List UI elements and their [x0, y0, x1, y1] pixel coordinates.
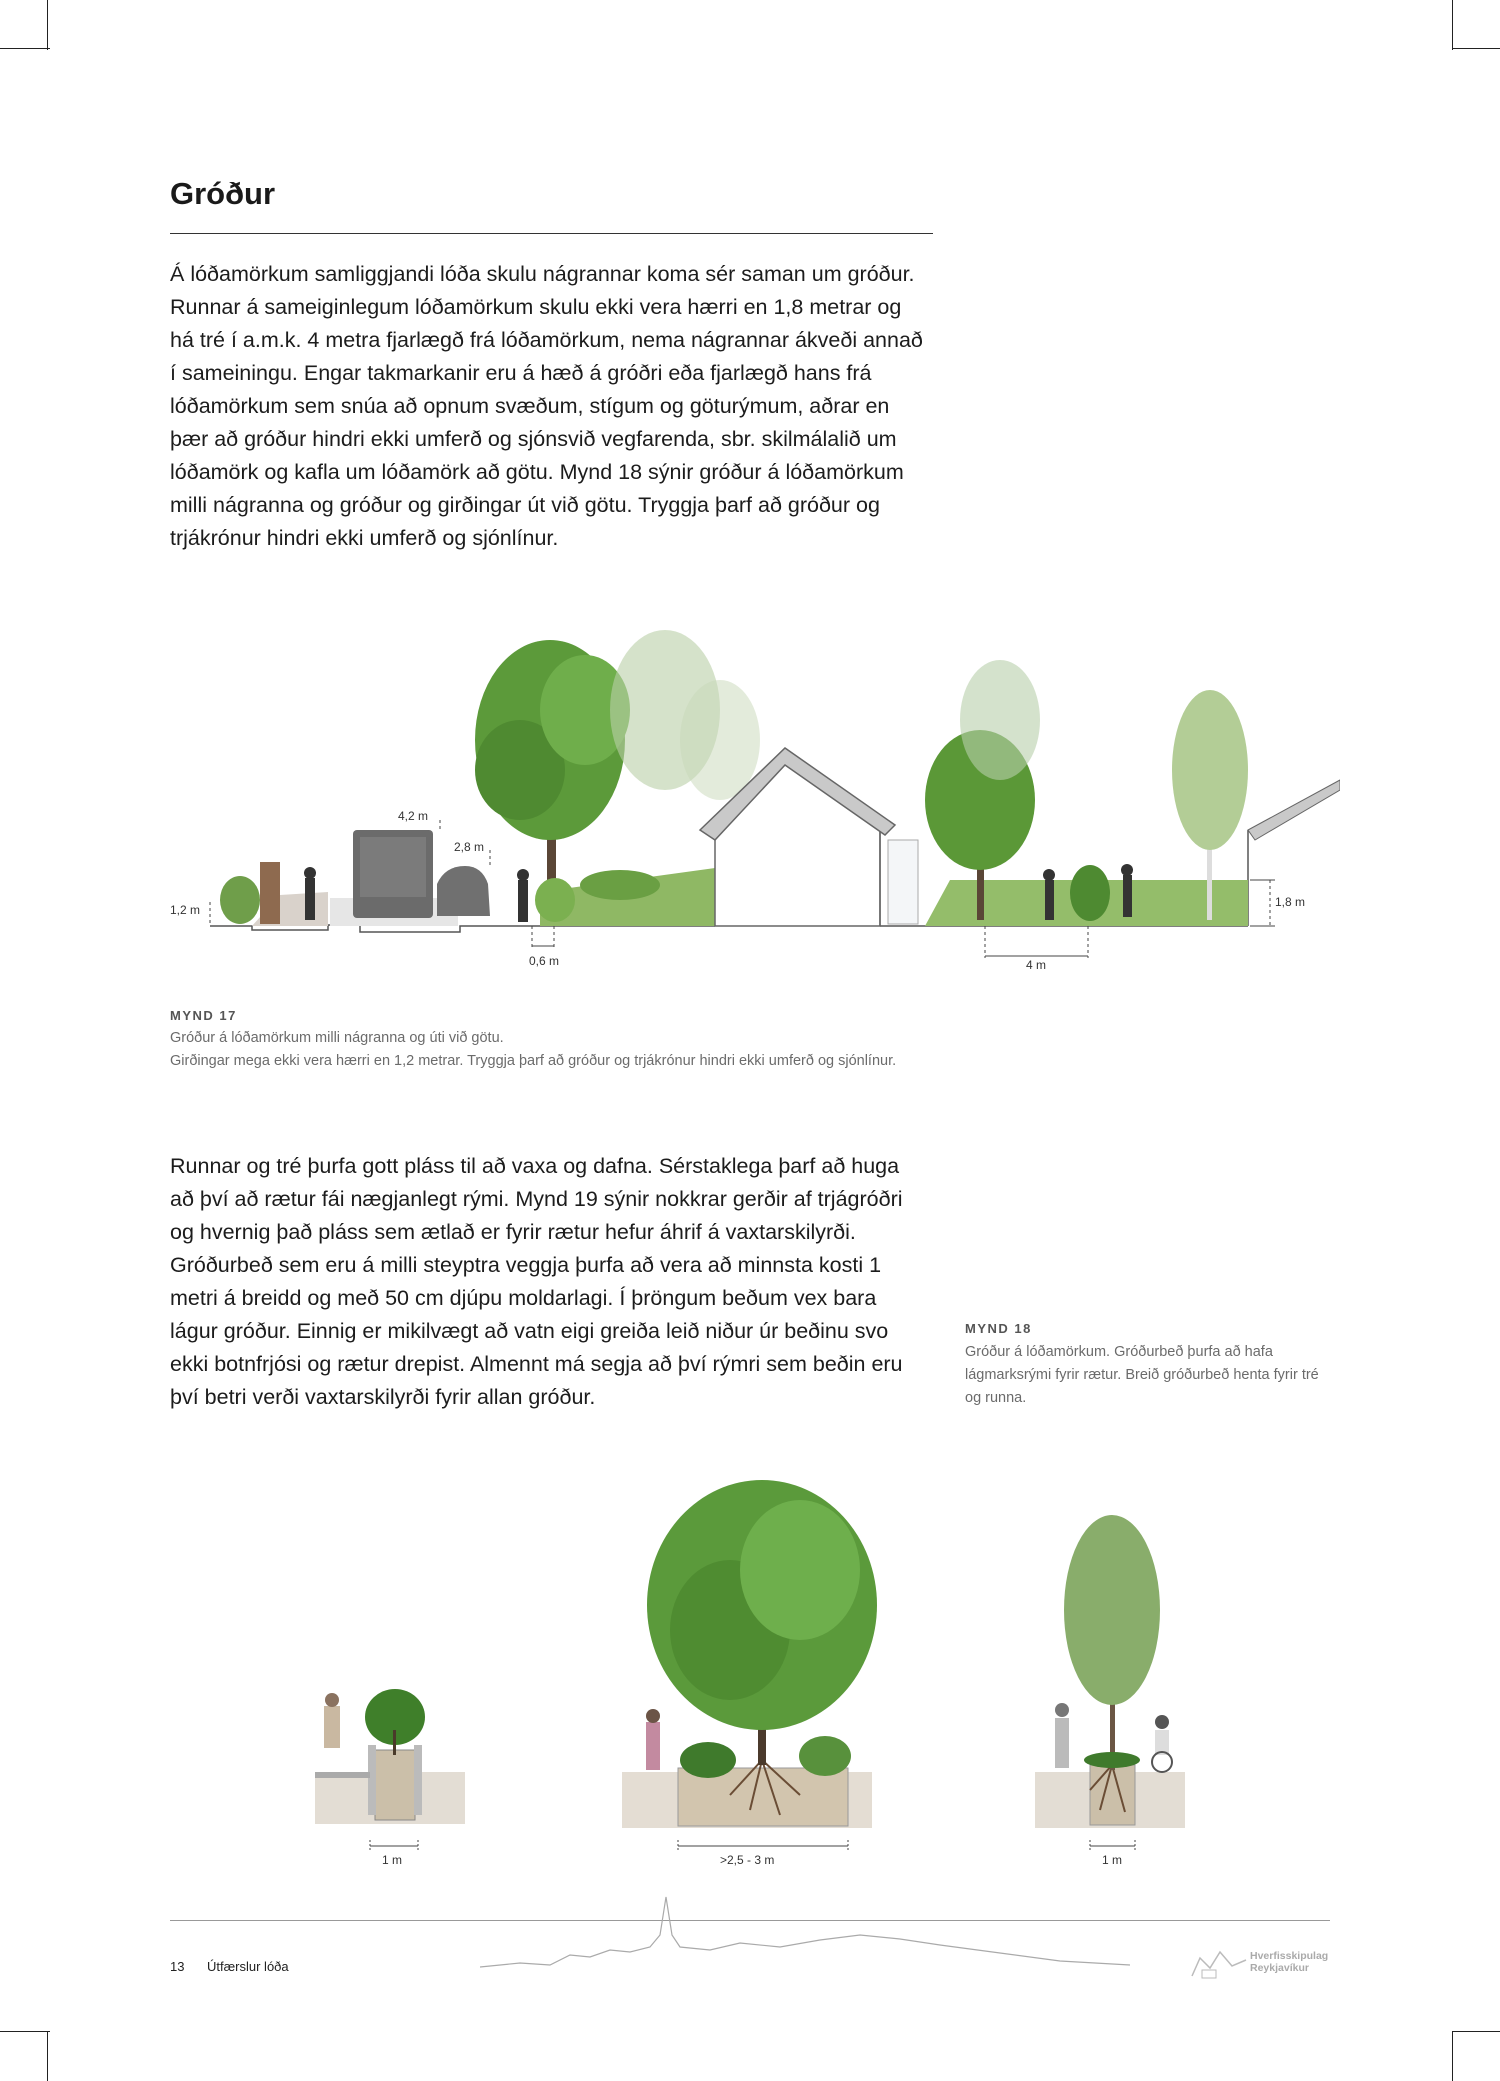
figure-17-caption-line2: Girðingar mega ekki vera hærri en 1,2 metrar. Tryggja þarf að gróður og trjákrónur hindri ekki umferð og sjónlínur.	[170, 1053, 897, 1069]
title-divider	[170, 233, 933, 234]
figure-18-caption-text: Gróður á lóðamörkum. Gróðurbeð þurfa að hafa lágmarksrými fyrir rætur. Breið gróðurbeð henta fyrir tré og runna.	[965, 1344, 1319, 1406]
tree-pit-bed	[1035, 1515, 1185, 1828]
skyline-illustration	[480, 1895, 1130, 1980]
crop-mark	[1452, 0, 1453, 50]
brand-logo-icon	[1190, 1948, 1248, 1980]
crop-mark	[0, 48, 50, 49]
person-figure	[305, 878, 315, 920]
dim-shrub-label: 1,8 m	[1275, 895, 1306, 909]
crop-mark	[1452, 2031, 1453, 2081]
dim-fence-label: 1,2 m	[170, 903, 201, 917]
second-paragraph: Runnar og tré þurfa gott pláss til að vaxa og dafna. Sérstaklega þarf að huga að því að rætur fái nægjanlegt rými. Mynd 19 sýnir nokkrar gerðir af trjágróðri og hvernig það pláss sem ætlað er fyrir rætur hefur áhrif á vaxtarskilyrði. Gróðurbeð sem eru á milli steyptra veggja þurfa að vera að minnsta kosti 1 metri á breidd og með 50 cm djúpu moldarlagi. Í þröngum beðum vex bara lágur gróður. Einnig er mikilvægt að vatn eigi greiða leið niður úr beðinu svo ekki botnfrjósi og rætur drepist. Almennt má segja að því rýmri sem beðin eru því betri verði vaxtarskilyrði fyrir allan gróður.	[170, 1154, 903, 1409]
dim-distance-label: 4 m	[1026, 958, 1047, 972]
crop-mark	[47, 0, 48, 50]
figure-18-caption-label: MYND 18	[965, 1321, 1032, 1336]
person-figure	[518, 880, 528, 922]
crop-mark	[1452, 48, 1500, 49]
figure-17-caption-line1: Gróður á lóðamörkum milli nágranna og úti við götu.	[170, 1030, 504, 1046]
brand-line-1: Hverfisskipulag	[1250, 1950, 1329, 1962]
car	[437, 866, 490, 916]
intro-paragraph: Á lóðamörkum samliggjandi lóða skulu nágrannar koma sér saman um gróður. Runnar á sameiginlegum lóðamörkum skulu ekki vera hærri en 1,8 metrar og há tré í a.m.k. 4 metra fjarlægð frá lóðamörkum, nema nágrannar ákveði annað í sameiningu. Engar takmarkanir eru á hæð á gróðri eða fjarlægð hans frá lóðamörkum sem snúa að opnum svæðum, stígum og göturýmum, aðrar en þær að gróður hindri ekki umferð og sjónsvið vegfarenda, sbr. skilmálalið um lóðamörk og kafla um lóðamörk að götu. Mynd 18 sýnir gróður á lóðamörkum milli nágranna og gróður og girðingar út við götu. Tryggja þarf að gróður og trjákrónur hindri ekki umferð og sjónlínur.	[170, 262, 923, 550]
figure-17-caption-label: MYND 17	[170, 1008, 237, 1023]
figure-17-section	[160, 630, 1340, 975]
brand-line-2: Reykjavíkur	[1250, 1962, 1309, 1974]
large-tree	[475, 640, 630, 890]
page-title: Gróður	[170, 176, 276, 211]
dim-left-bed-label: 1 m	[382, 1853, 403, 1867]
figure-18-planting-beds	[300, 1460, 1200, 1870]
crop-mark	[1452, 2031, 1500, 2032]
dim-truck-label: 4,2 m	[398, 809, 429, 823]
wide-bed	[622, 1480, 877, 1828]
section-name: Útfærslur lóða	[207, 1959, 289, 1974]
dim-right-bed-label: 1 m	[1102, 1853, 1123, 1867]
page-number: 13	[170, 1959, 185, 1974]
narrow-bed	[315, 1689, 465, 1824]
crop-mark	[47, 2031, 48, 2081]
crop-mark	[0, 2031, 50, 2032]
dim-gap-label: 0,6 m	[529, 954, 560, 968]
brand-name	[1250, 1950, 1328, 1974]
dim-middle-bed-label: >2,5 - 3 m	[720, 1853, 775, 1867]
dim-car-label: 2,8 m	[454, 840, 485, 854]
